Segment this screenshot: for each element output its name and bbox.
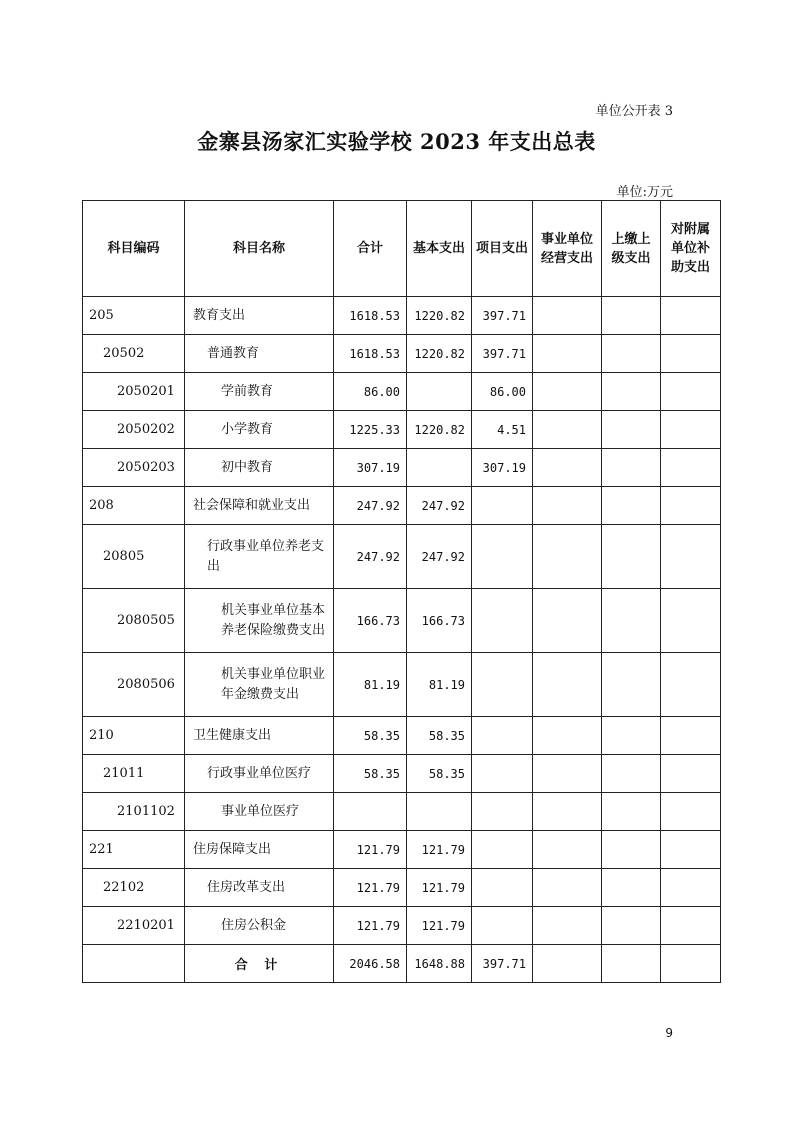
project-cell: 86.00 [472, 373, 533, 411]
total-cell: 86.00 [334, 373, 407, 411]
upper-cell [602, 411, 661, 449]
project-cell: 397.71 [472, 297, 533, 335]
basic-cell: 247.92 [407, 487, 472, 525]
total-cell: 121.79 [334, 869, 407, 907]
table-row [83, 755, 721, 793]
business-cell [533, 653, 602, 717]
name-cell: 学前教育 [185, 373, 334, 411]
subsidy-cell [661, 335, 721, 373]
upper-cell [602, 297, 661, 335]
project-cell [472, 755, 533, 793]
total-basic-cell: 1648.88 [407, 945, 472, 983]
business-cell [533, 907, 602, 945]
upper-cell [602, 373, 661, 411]
business-cell [533, 449, 602, 487]
table-row [83, 653, 721, 717]
upper-cell [602, 717, 661, 755]
basic-cell: 58.35 [407, 717, 472, 755]
upper-cell [602, 755, 661, 793]
code-cell: 2050201 [83, 373, 185, 411]
code-cell: 210 [83, 717, 185, 755]
business-cell [533, 717, 602, 755]
table-row [83, 373, 721, 411]
business-cell [533, 335, 602, 373]
code-cell: 2101102 [83, 793, 185, 831]
name-cell: 机关事业单位基本养老保险缴费支出 [185, 589, 334, 653]
basic-cell [407, 793, 472, 831]
basic-cell: 58.35 [407, 755, 472, 793]
column-header-upper: 上缴上级支出 [602, 201, 661, 297]
column-header-code: 科目编码 [83, 201, 185, 297]
column-header-project: 项目支出 [472, 201, 533, 297]
total-cell: 1618.53 [334, 297, 407, 335]
table-row [83, 525, 721, 589]
project-cell [472, 717, 533, 755]
name-cell: 住房公积金 [185, 907, 334, 945]
code-cell: 205 [83, 297, 185, 335]
upper-cell [602, 335, 661, 373]
total-cell: 307.19 [334, 449, 407, 487]
basic-cell: 1220.82 [407, 297, 472, 335]
table-row [83, 831, 721, 869]
table-row [83, 589, 721, 653]
header-row [83, 201, 721, 297]
basic-cell: 166.73 [407, 589, 472, 653]
subsidy-cell [661, 869, 721, 907]
code-cell: 2050203 [83, 449, 185, 487]
total-row [83, 945, 721, 983]
basic-cell: 121.79 [407, 907, 472, 945]
name-cell: 住房保障支出 [185, 831, 334, 869]
project-cell [472, 653, 533, 717]
business-cell [533, 831, 602, 869]
total-cell: 58.35 [334, 717, 407, 755]
total-cell: 81.19 [334, 653, 407, 717]
subsidy-cell [661, 525, 721, 589]
code-cell: 2080505 [83, 589, 185, 653]
page-title: 金寨县汤家汇实验学校 2023 年支出总表 [197, 129, 596, 154]
business-cell [533, 373, 602, 411]
upper-cell [602, 589, 661, 653]
name-cell: 卫生健康支出 [185, 717, 334, 755]
project-cell [472, 831, 533, 869]
total-cell: 1225.33 [334, 411, 407, 449]
unit-label: 单位:万元 [616, 185, 673, 200]
code-cell: 208 [83, 487, 185, 525]
upper-cell [602, 449, 661, 487]
basic-cell: 121.79 [407, 831, 472, 869]
project-cell: 397.71 [472, 335, 533, 373]
upper-cell [602, 525, 661, 589]
table-row [83, 449, 721, 487]
column-header-business: 事业单位经营支出 [533, 201, 602, 297]
business-cell [533, 755, 602, 793]
business-cell [533, 525, 602, 589]
basic-cell: 81.19 [407, 653, 472, 717]
subsidy-cell [661, 449, 721, 487]
name-cell: 社会保障和就业支出 [185, 487, 334, 525]
upper-cell [602, 907, 661, 945]
project-cell [472, 907, 533, 945]
project-cell [472, 525, 533, 589]
expenditure-table [82, 200, 721, 983]
table-row [83, 907, 721, 945]
table-row [83, 717, 721, 755]
code-cell: 2210201 [83, 907, 185, 945]
basic-cell: 1220.82 [407, 411, 472, 449]
total-total-cell: 2046.58 [334, 945, 407, 983]
basic-cell [407, 449, 472, 487]
name-cell: 事业单位医疗 [185, 793, 334, 831]
code-cell: 20502 [83, 335, 185, 373]
code-cell: 21011 [83, 755, 185, 793]
business-cell [533, 869, 602, 907]
subsidy-cell [661, 373, 721, 411]
total-cell: 121.79 [334, 831, 407, 869]
column-header-basic: 基本支出 [407, 201, 472, 297]
business-cell [533, 589, 602, 653]
subsidy-cell [661, 653, 721, 717]
basic-cell: 121.79 [407, 869, 472, 907]
project-cell [472, 589, 533, 653]
total-cell: 121.79 [334, 907, 407, 945]
subsidy-cell [661, 717, 721, 755]
table-row [83, 335, 721, 373]
project-cell [472, 793, 533, 831]
column-header-name: 科目名称 [185, 201, 334, 297]
code-cell: 2050202 [83, 411, 185, 449]
subsidy-cell [661, 831, 721, 869]
page-number: 9 [665, 1026, 673, 1040]
total-cell [334, 793, 407, 831]
total-cell: 166.73 [334, 589, 407, 653]
table-row [83, 869, 721, 907]
name-cell: 小学教育 [185, 411, 334, 449]
total-code-cell [83, 945, 185, 983]
total-cell: 58.35 [334, 755, 407, 793]
total-subsidy-cell [661, 945, 721, 983]
project-cell: 307.19 [472, 449, 533, 487]
project-cell [472, 869, 533, 907]
table-row [83, 411, 721, 449]
column-header-subsidy: 对附属单位补助支出 [661, 201, 721, 297]
name-cell: 行政事业单位养老支出 [185, 525, 334, 589]
total-upper-cell [602, 945, 661, 983]
total-cell: 1618.53 [334, 335, 407, 373]
name-cell: 教育支出 [185, 297, 334, 335]
code-cell: 2080506 [83, 653, 185, 717]
total-cell: 247.92 [334, 525, 407, 589]
upper-cell [602, 869, 661, 907]
code-cell: 221 [83, 831, 185, 869]
business-cell [533, 411, 602, 449]
table-row [83, 487, 721, 525]
column-header-total: 合计 [334, 201, 407, 297]
basic-cell: 1220.82 [407, 335, 472, 373]
table-row [83, 793, 721, 831]
subsidy-cell [661, 793, 721, 831]
business-cell [533, 297, 602, 335]
total-project-cell: 397.71 [472, 945, 533, 983]
project-cell [472, 487, 533, 525]
upper-cell [602, 487, 661, 525]
upper-cell [602, 653, 661, 717]
code-cell: 22102 [83, 869, 185, 907]
upper-cell [602, 793, 661, 831]
form-number: 单位公开表 3 [595, 104, 673, 119]
name-cell: 初中教育 [185, 449, 334, 487]
subsidy-cell [661, 589, 721, 653]
upper-cell [602, 831, 661, 869]
code-cell: 20805 [83, 525, 185, 589]
name-cell: 行政事业单位医疗 [185, 755, 334, 793]
business-cell [533, 487, 602, 525]
basic-cell: 247.92 [407, 525, 472, 589]
basic-cell [407, 373, 472, 411]
subsidy-cell [661, 755, 721, 793]
subsidy-cell [661, 907, 721, 945]
subsidy-cell [661, 297, 721, 335]
total-label-cell: 合 计 [185, 945, 334, 983]
subsidy-cell [661, 411, 721, 449]
total-business-cell [533, 945, 602, 983]
project-cell: 4.51 [472, 411, 533, 449]
table-row [83, 297, 721, 335]
subsidy-cell [661, 487, 721, 525]
name-cell: 机关事业单位职业年金缴费支出 [185, 653, 334, 717]
total-cell: 247.92 [334, 487, 407, 525]
name-cell: 普通教育 [185, 335, 334, 373]
business-cell [533, 793, 602, 831]
name-cell: 住房改革支出 [185, 869, 334, 907]
